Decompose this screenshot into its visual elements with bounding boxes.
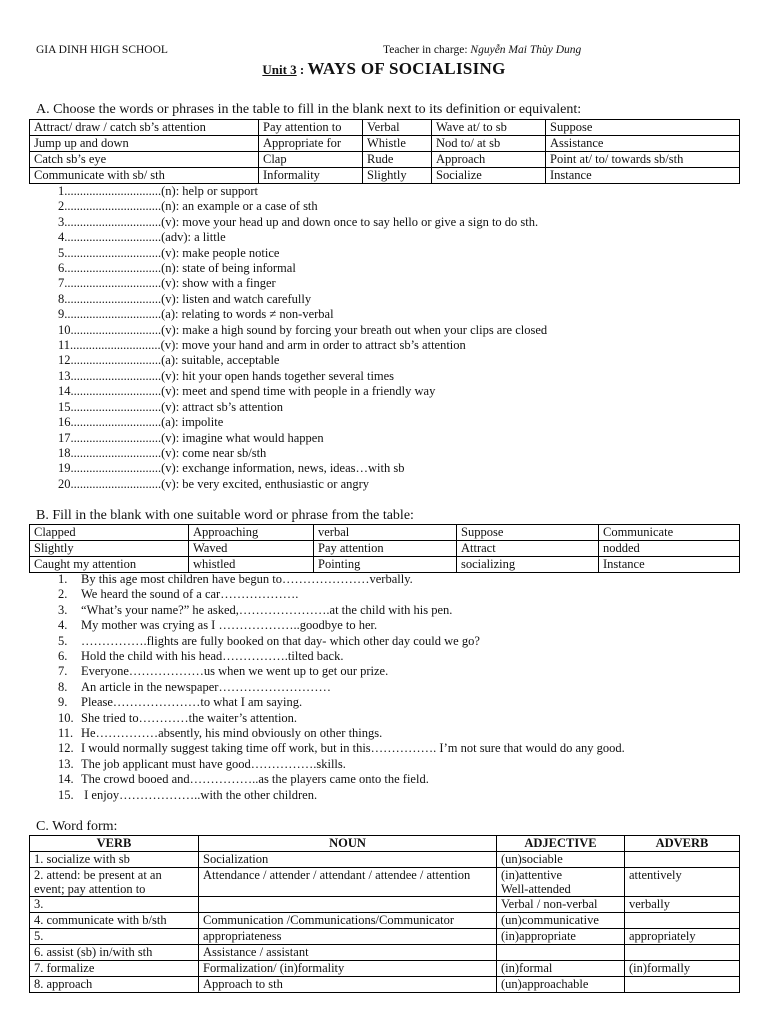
- sentence-number: 15.: [58, 787, 74, 802]
- definition-item: 16.............................(a): impolite: [58, 415, 224, 430]
- definition-item: 10.............................(v): make a high sound by forcing your breath out when your clips are closed: [58, 322, 548, 337]
- section-a-heading: A. Choose the words or phrases in the table to fill in the blank next to its definition or equivalent:: [36, 102, 582, 117]
- definition-item: 3...............................(v): move your head up and down once to say hello or give a sign to do sth.: [58, 214, 539, 229]
- word-table-row: [30, 541, 740, 557]
- word-cell: verbal: [314, 525, 457, 541]
- word-form-cell: Socialization: [199, 852, 497, 868]
- word-cell: Socialize: [432, 168, 546, 184]
- word-cell: Wave at/ to sb: [432, 120, 546, 136]
- sentence-text: By this age most children have begun to…………………verbally.: [81, 572, 413, 586]
- sentence-text: …………….flights are fully booked on that day- which other day could we go?: [81, 633, 480, 648]
- unit-title: WAYS OF SOCIALISING: [307, 59, 506, 78]
- section-b-heading: B. Fill in the blank with one suitable word or phrase from the table:: [36, 508, 414, 523]
- sentence-text: The crowd booed and……………..as the players came onto the field.: [81, 772, 429, 787]
- section-c-heading: C. Word form:: [36, 819, 118, 834]
- word-cell: Communicate: [599, 525, 740, 541]
- word-form-cell: [625, 945, 740, 961]
- sentence-text: An article in the newspaper………………………: [81, 679, 331, 694]
- sentence-item: [58, 711, 625, 726]
- table-row: [30, 945, 740, 961]
- word-form-cell: 1. socialize with sb: [30, 852, 199, 868]
- definition-item: 20.............................(v): be very excited, enthusiastic or angry: [58, 476, 370, 491]
- word-form-cell: Approach to sth: [199, 977, 497, 993]
- definition-item: 2...............................(n): an example or a case of sth: [58, 199, 318, 214]
- sentence-item: [58, 757, 625, 772]
- sentence-item: [58, 587, 625, 602]
- definition-item: 17.............................(v): imagine what would happen: [58, 430, 324, 445]
- word-cell: Instance: [599, 557, 740, 573]
- word-cell: Approach: [432, 152, 546, 168]
- sentence-text: We heard the sound of a car……………….: [81, 587, 299, 602]
- sentence-number: 12.: [58, 741, 74, 756]
- word-cell: Point at/ to/ towards sb/sth: [546, 152, 740, 168]
- sentence-number: 11.: [58, 726, 74, 741]
- word-cell: Suppose: [457, 525, 599, 541]
- word-form-cell: 7. formalize: [30, 961, 199, 977]
- sentence-item: [58, 788, 625, 803]
- word-form-cell: (un)sociable: [497, 852, 625, 868]
- definition-item: 4...............................(adv): a little: [58, 230, 226, 245]
- sentence-item: [58, 726, 625, 741]
- sentence-number: 6.: [58, 649, 68, 664]
- sentence-number: 9.: [58, 695, 68, 710]
- section-a-definitions: [58, 184, 547, 492]
- column-header: ADJECTIVE: [497, 836, 625, 852]
- word-form-cell: attentively: [625, 868, 740, 897]
- word-form-cell: (in)formal: [497, 961, 625, 977]
- sentence-item: [58, 695, 625, 710]
- word-form-cell: appropriateness: [199, 929, 497, 945]
- sentence-text: She tried to…………the waiter’s attention.: [81, 710, 298, 725]
- word-form-cell: Verbal / non-verbal: [497, 897, 625, 913]
- word-form-cell: (in)formally: [625, 961, 740, 977]
- sentence-number: 1.: [58, 572, 68, 586]
- word-table-row: [30, 152, 740, 168]
- sentence-item: [58, 772, 625, 787]
- word-cell: Assistance: [546, 136, 740, 152]
- word-cell: Informality: [259, 168, 363, 184]
- definition-item: 12.............................(a): suitable, acceptable: [58, 353, 280, 368]
- word-cell: Appropriate for: [259, 136, 363, 152]
- sentence-number: 7.: [58, 664, 68, 679]
- definition-item: 9...............................(a): relating to words ≠ non-verbal: [58, 307, 334, 322]
- column-header: ADVERB: [625, 836, 740, 852]
- word-form-cell: [199, 897, 497, 913]
- word-form-cell: verbally: [625, 897, 740, 913]
- word-cell: Rude: [363, 152, 432, 168]
- column-header: VERB: [30, 836, 199, 852]
- word-form-cell: Formalization/ (in)formality: [199, 961, 497, 977]
- word-table-row: [30, 557, 740, 573]
- sentence-item: [58, 618, 625, 633]
- sentence-item: [58, 680, 625, 695]
- sentence-number: 2.: [58, 587, 68, 602]
- word-cell: Pay attention: [314, 541, 457, 557]
- section-b-sentences: [58, 572, 625, 803]
- word-cell: Caught my attention: [30, 557, 189, 573]
- sentence-text: Hold the child with his head…………….tilted back.: [81, 649, 344, 664]
- sentence-item: [58, 649, 625, 664]
- word-form-cell: (in)appropriate: [497, 929, 625, 945]
- word-form-cell: 8. approach: [30, 977, 199, 993]
- definition-item: 7...............................(v): show with a finger: [58, 276, 276, 291]
- word-form-cell: Attendance / attender / attendant / attendee / attention: [199, 868, 497, 897]
- word-table-row: [30, 525, 740, 541]
- word-table-row: [30, 168, 740, 184]
- sentence-item: [58, 572, 625, 587]
- word-form-cell: [497, 945, 625, 961]
- word-cell: Slightly: [30, 541, 189, 557]
- word-form-cell: (un)approachable: [497, 977, 625, 993]
- word-cell: socializing: [457, 557, 599, 573]
- word-cell: Jump up and down: [30, 136, 259, 152]
- word-cell: Slightly: [363, 168, 432, 184]
- word-table-row: [30, 120, 740, 136]
- word-form-cell: 3.: [30, 897, 199, 913]
- sentence-number: 14.: [58, 772, 74, 787]
- word-form-cell: [625, 977, 740, 993]
- word-cell: Pay attention to: [259, 120, 363, 136]
- word-form-cell: [625, 913, 740, 929]
- definition-item: 19.............................(v): exchange information, news, ideas…with sb: [58, 461, 405, 476]
- column-header: NOUN: [199, 836, 497, 852]
- definition-item: 14.............................(v): meet and spend time with people in a friendly way: [58, 384, 436, 399]
- sentence-text: Everyone………………us when we went up to get our prize.: [81, 664, 389, 679]
- definition-item: 6...............................(n): state of being informal: [58, 261, 296, 276]
- word-cell: Catch sb’s eye: [30, 152, 259, 168]
- sentence-text: He……………absently, his mind obviously on other things.: [81, 726, 383, 741]
- sentence-text: Please…………………to what I am saying.: [81, 695, 303, 710]
- definition-item: 5...............................(v): make people notice: [58, 245, 280, 260]
- definition-item: 8...............................(v): listen and watch carefully: [58, 291, 312, 306]
- word-form-table: [29, 835, 740, 993]
- word-cell: Suppose: [546, 120, 740, 136]
- word-cell: Attract: [457, 541, 599, 557]
- word-cell: Attract/ draw / catch sb’s attention: [30, 120, 259, 136]
- sentence-item: [58, 634, 625, 649]
- word-table-row: [30, 136, 740, 152]
- word-cell: Whistle: [363, 136, 432, 152]
- word-cell: Waved: [189, 541, 314, 557]
- table-row: [30, 961, 740, 977]
- sentence-item: [58, 741, 625, 756]
- word-cell: Verbal: [363, 120, 432, 136]
- word-form-cell: [625, 852, 740, 868]
- table-row: [30, 929, 740, 945]
- title-colon: :: [296, 62, 308, 77]
- sentence-text: My mother was crying as I ………………..goodbye to her.: [81, 618, 378, 633]
- word-cell: Approaching: [189, 525, 314, 541]
- definition-item: 1...............................(n): help or support: [58, 184, 258, 198]
- sentence-number: 8.: [58, 679, 68, 694]
- section-b-word-table: [29, 524, 740, 573]
- school-name: GIA DINH HIGH SCHOOL: [36, 44, 168, 56]
- teacher-label: Teacher in charge:: [383, 44, 471, 56]
- definition-item: 11.............................(v): move your hand and arm in order to attract sb’s attention: [58, 338, 466, 353]
- teacher-line: [383, 44, 581, 56]
- sentence-text: I enjoy………………..with the other children.: [81, 787, 318, 802]
- sentence-number: 5.: [58, 633, 68, 648]
- word-cell: Clap: [259, 152, 363, 168]
- sentence-number: 10.: [58, 710, 74, 725]
- sentence-text: “What’s your name?” he asked,………………….at the child with his pen.: [81, 602, 453, 617]
- sentence-number: 3.: [58, 602, 68, 617]
- sentence-number: 13.: [58, 756, 74, 771]
- definition-item: 13.............................(v): hit your open hands together several times: [58, 368, 395, 383]
- word-cell: Nod to/ at sb: [432, 136, 546, 152]
- table-row: [30, 913, 740, 929]
- table-row: [30, 977, 740, 993]
- sentence-text: I would normally suggest taking time off work, but in this……………. I’m not sure that would do any good.: [81, 741, 625, 756]
- sentence-number: 4.: [58, 618, 68, 633]
- page-title: [0, 59, 768, 79]
- table-row: [30, 868, 740, 897]
- table-row: [30, 852, 740, 868]
- word-form-cell: 4. communicate with b/sth: [30, 913, 199, 929]
- word-form-cell: appropriately: [625, 929, 740, 945]
- definition-item: 15.............................(v): attract sb’s attention: [58, 399, 283, 414]
- word-cell: nodded: [599, 541, 740, 557]
- word-form-cell: (un)communicative: [497, 913, 625, 929]
- word-cell: Communicate with sb/ sth: [30, 168, 259, 184]
- word-form-cell: Communication /Communications/Communicator: [199, 913, 497, 929]
- sentence-item: [58, 664, 625, 679]
- section-a-word-table: [29, 119, 740, 184]
- word-form-cell: 5.: [30, 929, 199, 945]
- word-cell: Clapped: [30, 525, 189, 541]
- sentence-text: The job applicant must have good…………….skills.: [81, 756, 346, 771]
- word-form-cell: (in)attentive Well-attended: [497, 868, 625, 897]
- word-cell: Instance: [546, 168, 740, 184]
- word-form-cell: 6. assist (sb) in/with sth: [30, 945, 199, 961]
- sentence-item: [58, 603, 625, 618]
- definition-item: 18.............................(v): come near sb/sth: [58, 445, 267, 460]
- word-cell: Pointing: [314, 557, 457, 573]
- word-cell: whistled: [189, 557, 314, 573]
- word-form-cell: Assistance / assistant: [199, 945, 497, 961]
- unit-label: Unit 3: [262, 62, 297, 77]
- table-row: [30, 897, 740, 913]
- teacher-name: Nguyễn Mai Thùy Dung: [470, 44, 582, 56]
- word-form-cell: 2. attend: be present at an event; pay attention to: [30, 868, 199, 897]
